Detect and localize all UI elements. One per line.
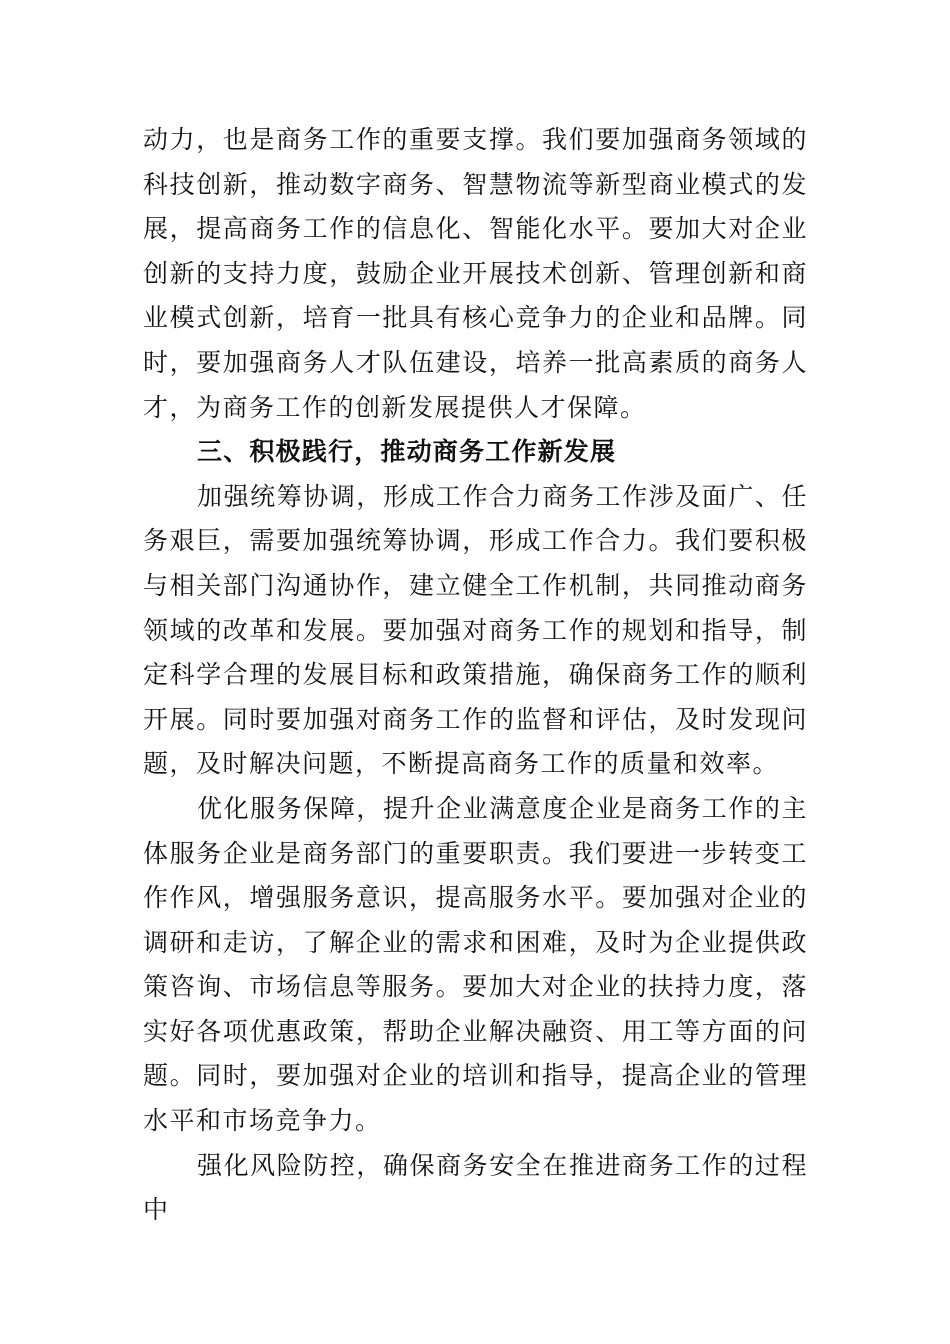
document-body bbox=[143, 118, 808, 1233]
section-heading-three: 三、积极践行，推动商务工作新发展 bbox=[197, 437, 617, 467]
paragraph-innovation: 动力，也是商务工作的重要支撑。我们要加强商务领域的科技创新，推动数字商务、智慧物流等新型商业模式的发展，提高商务工作的信息化、智能化水平。要加大对企业创新的支持力度，鼓励企业开展技术创新、管理创新和商业模式创新，培育一批具有核心竞争力的企业和品牌。同时，要加强商务人才队伍建设，培养一批高素质的商务人才，为商务工作的创新发展提供人才保障。 bbox=[143, 125, 808, 422]
paragraph-coordination: 加强统筹协调，形成工作合力商务工作涉及面广、任务艰巨，需要加强统筹协调，形成工作合力。我们要积极与相关部门沟通协作，建立健全工作机制，共同推动商务领域的改革和发展。要加强对商务工作的规划和指导，制定科学合理的发展目标和政策措施，确保商务工作的顺利开展。同时要加强对商务工作的监督和评估，及时发现问题，及时解决问题，不断提高商务工作的质量和效率。 bbox=[143, 481, 808, 779]
paragraph-service: 优化服务保障，提升企业满意度企业是商务工作的主体服务企业是商务部门的重要职责。我们要进一步转变工作作风，增强服务意识，提高服务水平。要加强对企业的调研和走访，了解企业的需求和困难，及时为企业提供政策咨询、市场信息等服务。要加大对企业的扶持力度，落实好各项优惠政策，帮助企业解决融资、用工等方面的问题。同时，要加强对企业的培训和指导，提高企业的管理水平和市场竞争力。 bbox=[143, 793, 808, 1136]
paragraph-risk-control: 强化风险防控，确保商务安全在推进商务工作的过程中 bbox=[143, 1150, 808, 1225]
